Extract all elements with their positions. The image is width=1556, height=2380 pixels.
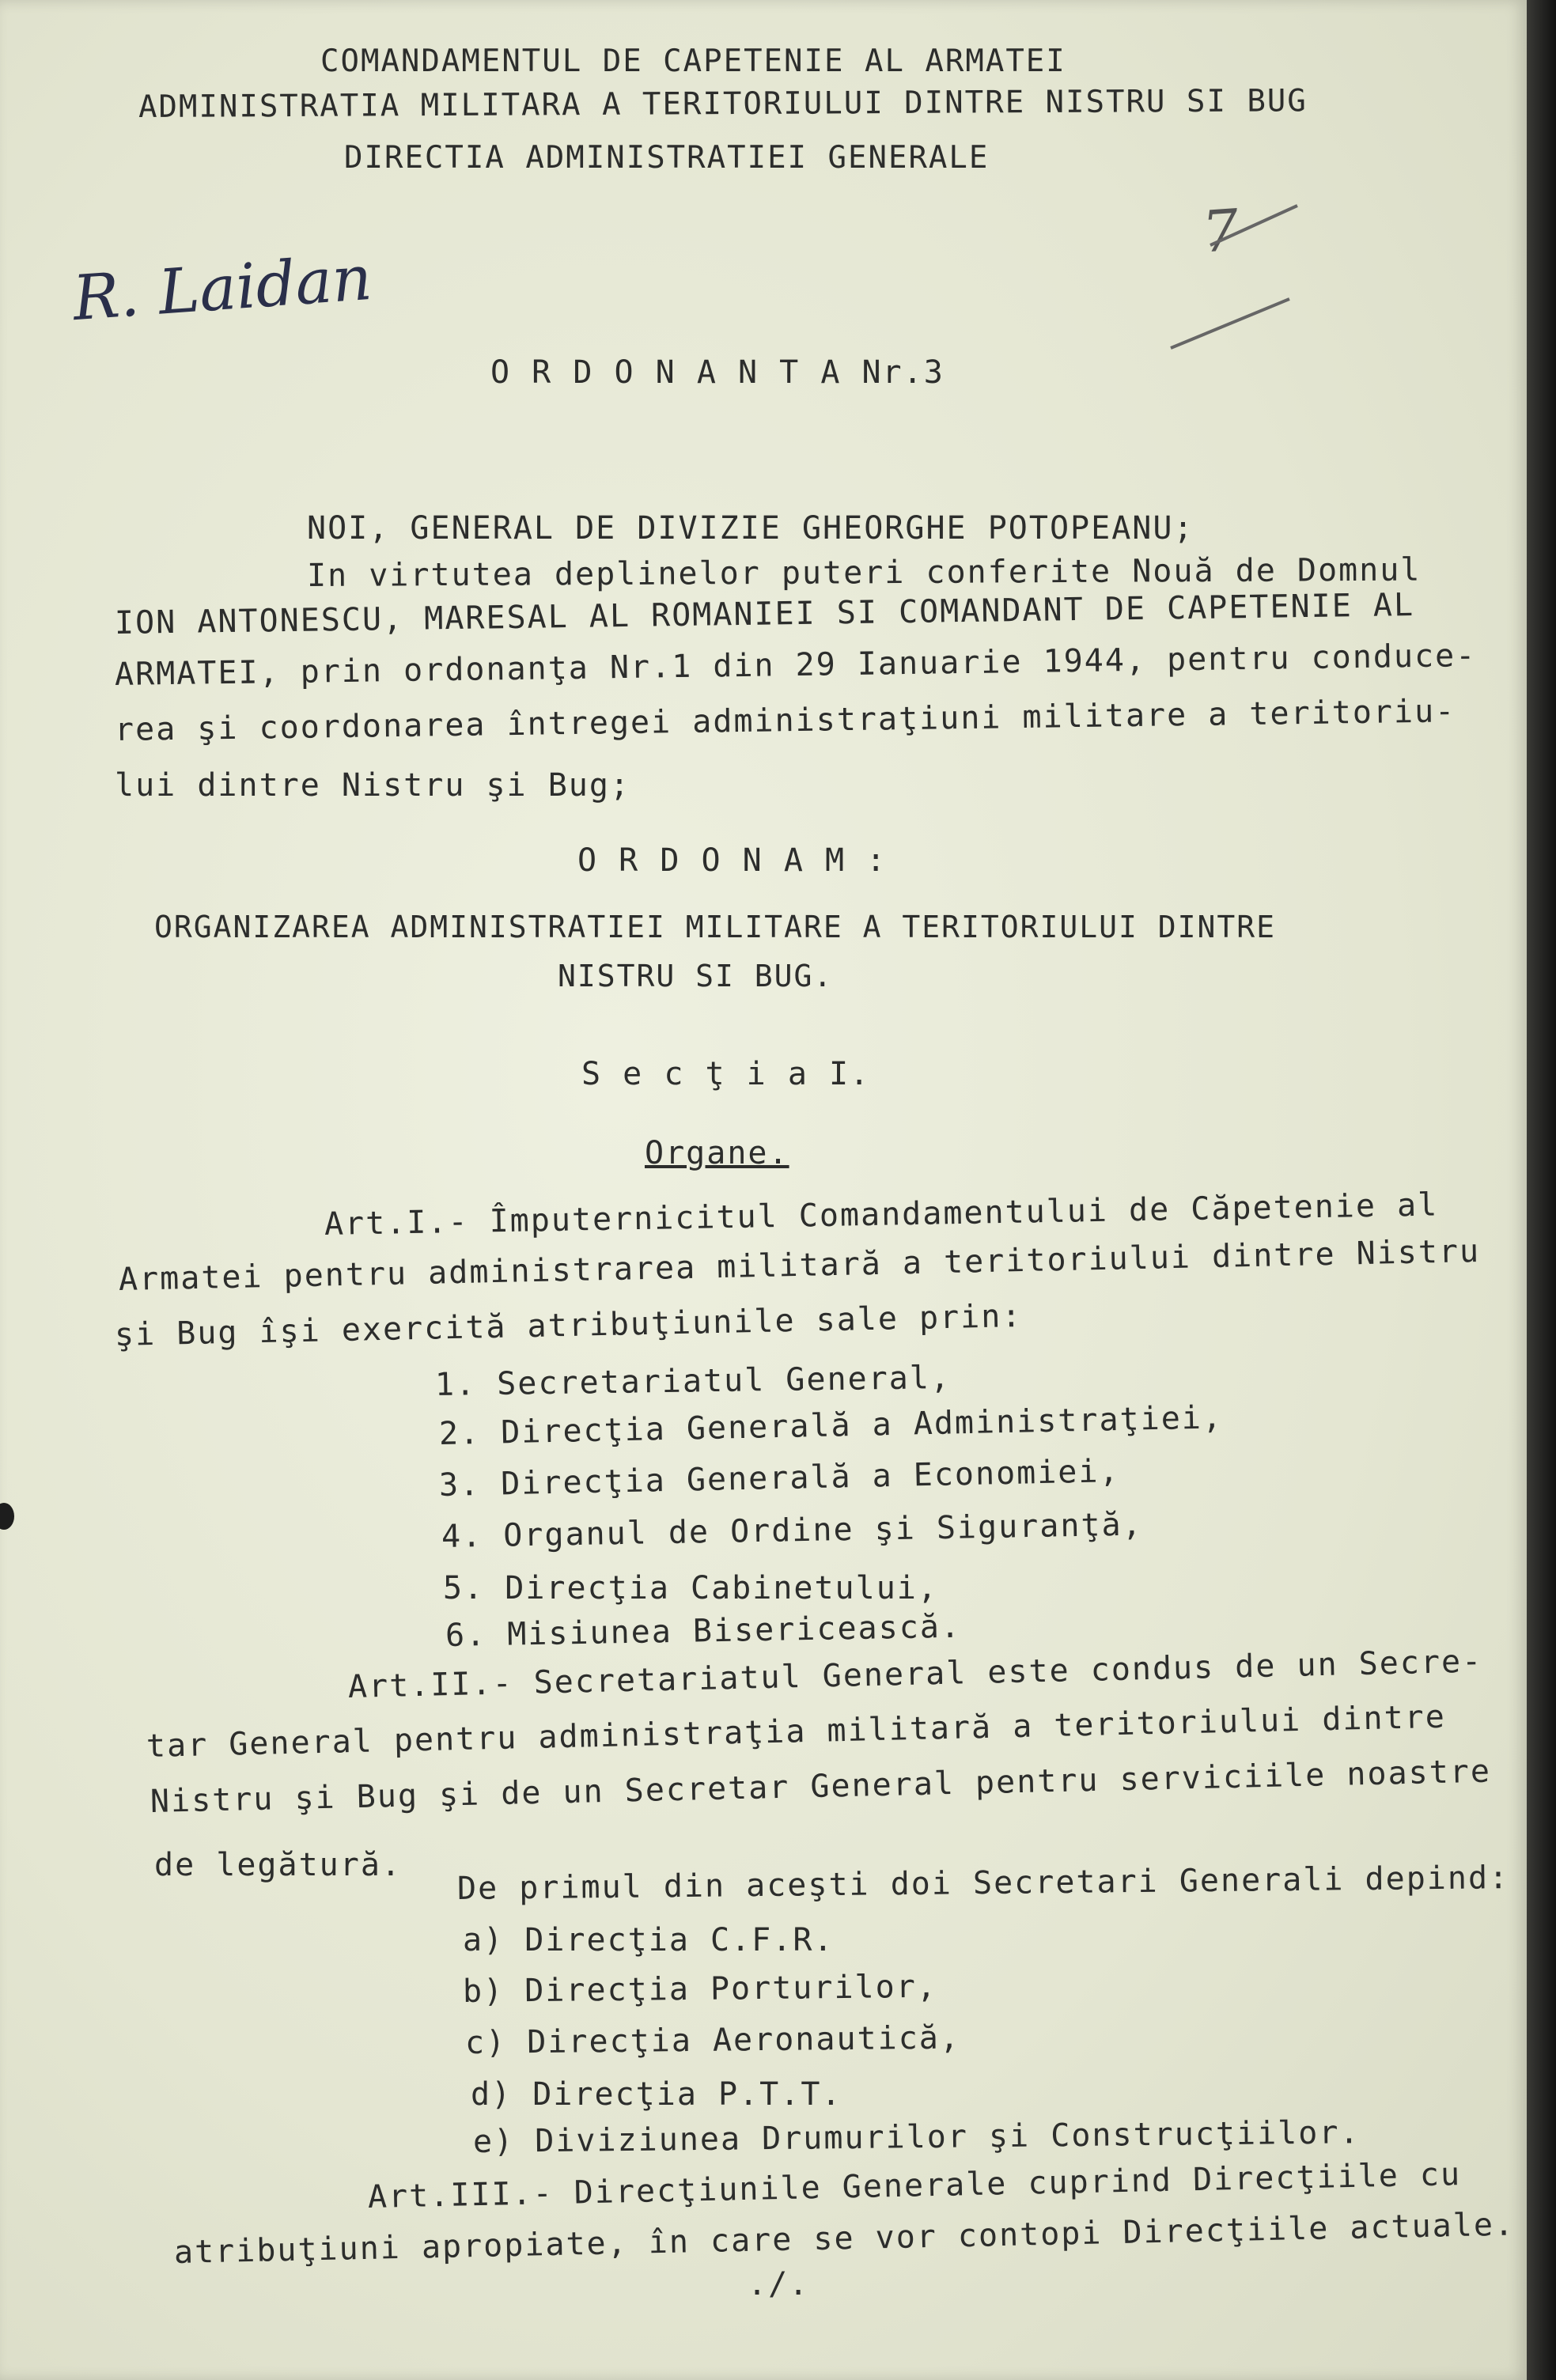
art2-line-2: tar General pentru administraţia militară a teritoriului dintre: [146, 1698, 1447, 1765]
preamble-line-6: lui dintre Nistru şi Bug;: [115, 767, 631, 804]
organe-heading: Organe.: [645, 1135, 789, 1171]
art2-item-c: c) Direcţia Aeronautică,: [464, 2019, 961, 2061]
art1-item-4: 4. Organul de Ordine şi Siguranţă,: [441, 1506, 1144, 1555]
header-line-2: ADMINISTRATIA MILITARA A TERITORIULUI DINTRE NISTRU SI BUG: [138, 83, 1308, 125]
page-edge-shadow: [1527, 0, 1556, 2380]
art2-line-4: de legătură.: [154, 1847, 402, 1883]
binder-hole: [0, 1503, 14, 1530]
section-heading: S e c ţ i a I.: [581, 1056, 871, 1092]
handwritten-signature: R. Laidan: [70, 242, 374, 335]
art2-line-3: Nistru şi Bug şi de un Secretar General pentru serviciile noastre: [150, 1753, 1492, 1820]
preamble-line-5: rea şi coordonarea întregei administraţiuni militare a teritoriu-: [114, 693, 1456, 748]
art1-line-2: Armatei pentru administrarea militară a teritoriului dintre Nistru: [118, 1232, 1481, 1298]
art1-item-1: 1. Secretariatul General,: [434, 1359, 952, 1403]
art1-item-6: 6. Misiunea Bisericească.: [445, 1608, 962, 1654]
art2-line-1: Art.II.- Secretariatul General este condus de un Secre-: [347, 1643, 1483, 1705]
pencil-mark: [1155, 190, 1313, 356]
preamble-line-1: NOI, GENERAL DE DIVIZIE GHEORGHE POTOPEANU;: [307, 510, 1194, 547]
art2-subheading: De primul din aceşti doi Secretari Generali depind:: [456, 1860, 1510, 1907]
art2-item-a: a) Direcţia C.F.R.: [463, 1922, 835, 1958]
art1-item-3: 3. Direcţia Generală a Economiei,: [438, 1452, 1121, 1504]
art1-line-3: şi Bug îşi exercită atribuţiunile sale prin:: [114, 1297, 1023, 1353]
preamble-line-2: In virtutea deplinelor puteri conferite Nouă de Domnul: [306, 551, 1422, 594]
header-line-3: DIRECTIA ADMINISTRATIEI GENERALE: [344, 140, 990, 176]
ordonam-heading: O R D O N A M :: [577, 842, 888, 879]
art2-item-e: e) Diviziunea Drumurilor şi Construcţiilor.: [472, 2114, 1361, 2160]
art1-item-5: 5. Direcţia Cabinetului,: [443, 1570, 938, 1606]
ordonanta-title: O R D O N A N T A Nr.3: [490, 354, 945, 391]
subject-line-2: NISTRU SI BUG.: [558, 959, 834, 993]
preamble-line-4: ARMATEI, prin ordonanţa Nr.1 din 29 Ianuarie 1944, pentru conduce-: [114, 637, 1477, 693]
art1-item-2: 2. Direcţia Generală a Administraţiei,: [438, 1399, 1224, 1452]
art2-item-d: d) Direcţia P.T.T.: [471, 2076, 842, 2113]
footer-continuation-mark: ./.: [748, 2266, 810, 2302]
subject-line-1: ORGANIZAREA ADMINISTRATIEI MILITARE A TERITORIULUI DINTRE: [154, 910, 1277, 944]
preamble-line-3: ION ANTONESCU, MARESAL AL ROMANIEI SI COMANDANT DE CAPETENIE AL: [114, 587, 1415, 641]
page-number-mark: 7: [1200, 196, 1241, 266]
art1-line-1: Art.I.- Împuternicitul Comandamentului de Căpetenie al: [324, 1186, 1439, 1243]
header-line-1: COMANDAMENTUL DE CAPETENIE AL ARMATEI: [320, 44, 1066, 79]
art2-item-b: b) Direcţia Porturilor,: [462, 1968, 938, 2010]
art3-line-1: Art.III.- Direcţiunile Generale cuprind Direcţiile cu: [367, 2156, 1462, 2215]
art3-line-2: atribuţiuni apropiate, în care se vor contopi Direcţiile actuale.: [173, 2206, 1516, 2271]
